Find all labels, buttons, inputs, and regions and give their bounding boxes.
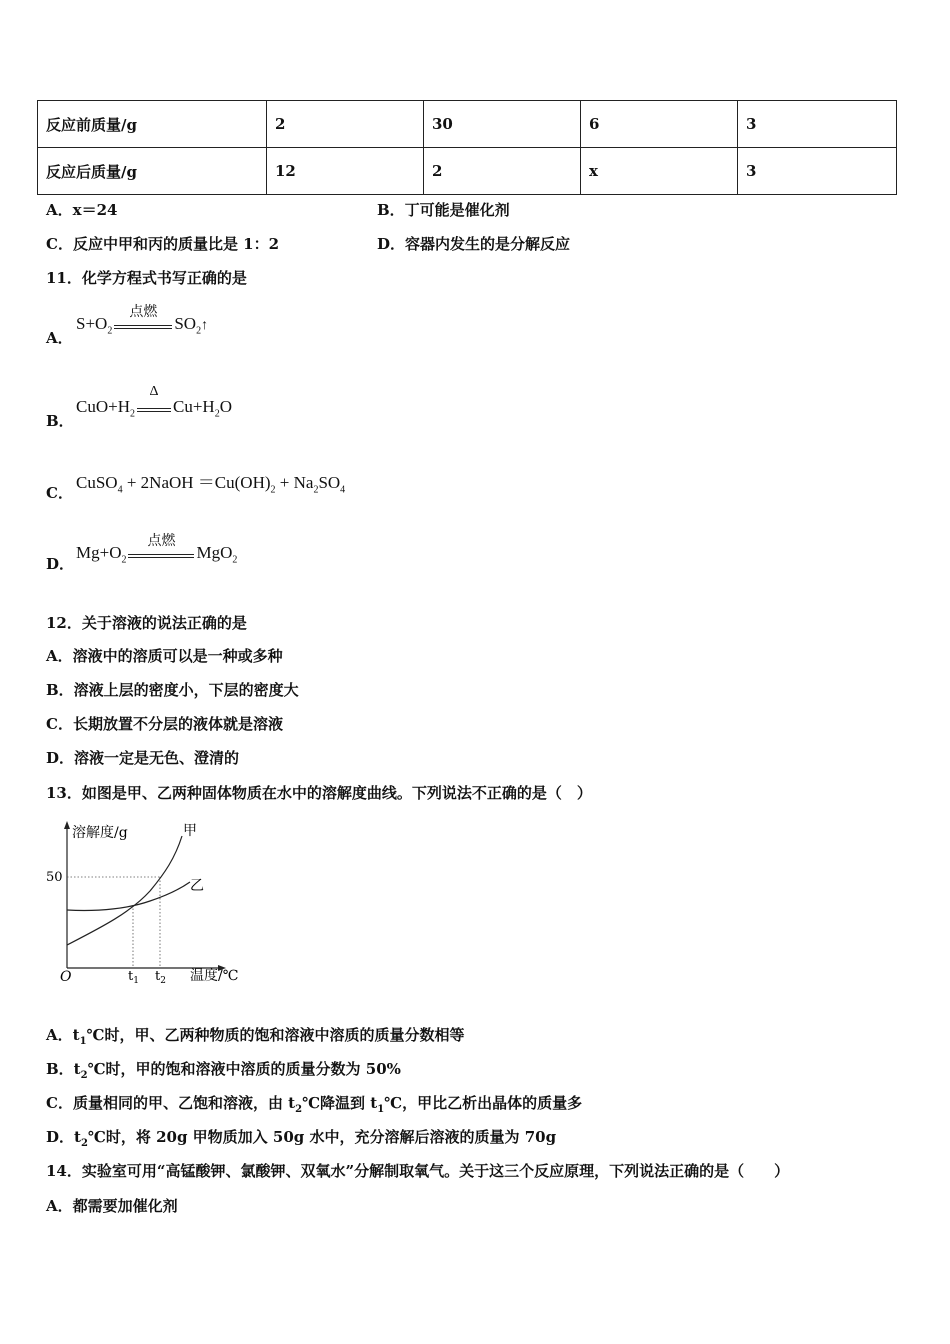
curve-jia-label: 甲 (183, 823, 197, 839)
q11-label-d: D． (46, 555, 75, 573)
q12-option-b: B．溶液上层的密度小，下层的密度大 (46, 681, 299, 699)
curve-yi-label: 乙 (190, 878, 204, 894)
row-label: 反应前质量/g (38, 101, 267, 148)
mass-table (37, 100, 897, 195)
t1-label: $t_1$ (128, 969, 139, 986)
table-cell: 6 (581, 101, 738, 148)
table-cell: 3 (738, 101, 897, 148)
q13-title: 13．如图是甲、乙两种固体物质在水中的溶解度曲线。下列说法不正确的是（ ） (46, 784, 592, 802)
q11-label-a: A． (46, 329, 73, 347)
table-cell: 12 (267, 148, 424, 195)
table-cell: 2 (424, 148, 581, 195)
q12-option-d: D．溶液一定是无色、澄清的 (46, 749, 240, 767)
q11-title: 11．化学方程式书写正确的是 (46, 269, 247, 287)
q12-option-a: A．溶液中的溶质可以是一种或多种 (46, 647, 283, 665)
q11-label-c: C． (46, 484, 73, 502)
q13-option-a: A．$t_1℃$时，甲、乙两种物质的饱和溶液中溶质的质量分数相等 (46, 1026, 465, 1047)
x-axis-label: 温度/℃ (190, 968, 239, 984)
q11-equation-c: CuSO$_4$ + 2NaOH $=Cu(OH)_2 + Na_2SO_4$ (76, 473, 346, 496)
row-label: 反应后质量/g (38, 148, 267, 195)
q11-equation-a: $S+O_2$ 点燃 $SO_2↑$ (76, 305, 209, 337)
q11-label-b: B． (46, 412, 74, 430)
table-cell: 2 (267, 101, 424, 148)
y-axis-label: 溶解度/g (72, 825, 128, 841)
table-cell: 30 (424, 101, 581, 148)
q14-option-a: A．都需要加催化剂 (46, 1197, 178, 1215)
q13-option-b: B．$t_2℃$时，甲的饱和溶液中溶质的质量分数为 50% (46, 1060, 401, 1081)
q12-option-c: C．长期放置不分层的液体就是溶液 (46, 715, 283, 733)
q11-equation-b: $CuO+H_2$ Δ $Cu+H_2O$ (76, 384, 232, 420)
curve-yi (67, 882, 190, 911)
q13-option-d: D．$t_2℃$时，将 20g 甲物质加入 50g 水中，充分溶解后溶液的质量为 70g (46, 1128, 557, 1149)
t2-label: $t_2$ (155, 969, 166, 986)
table-row (38, 148, 897, 195)
q11-equation-d: $Mg+O_2$ 点燃 MgO$_2$ (76, 534, 238, 566)
q14-title: 14．实验室可用“高锰酸钾、氯酸钾、双氧水”分解制取氧气。关于这三个反应原理，下列说法正确的是（ ） (46, 1162, 790, 1180)
y-tick-50: 50 (46, 870, 63, 885)
q10-option-a: A．x＝24 (46, 201, 118, 219)
q10-option-c: C．反应中甲和丙的质量比是 1：2 (46, 235, 280, 253)
table-row (38, 101, 897, 148)
q13-option-c: C．质量相同的甲、乙饱和溶液，由 $t_2℃$降温到 $t_1℃$，甲比乙析出晶体的质量多 (46, 1094, 583, 1115)
table-cell: 3 (738, 148, 897, 195)
solubility-graph (40, 818, 260, 990)
curve-jia (67, 836, 182, 945)
q12-title: 12．关于溶液的说法正确的是 (46, 614, 247, 632)
q10-option-b: B．丁可能是催化剂 (377, 201, 510, 219)
origin-label: O (60, 969, 72, 985)
q10-option-d: D．容器内发生的是分解反应 (377, 235, 571, 253)
y-axis-arrow (64, 821, 70, 829)
table-cell: x (581, 148, 738, 195)
